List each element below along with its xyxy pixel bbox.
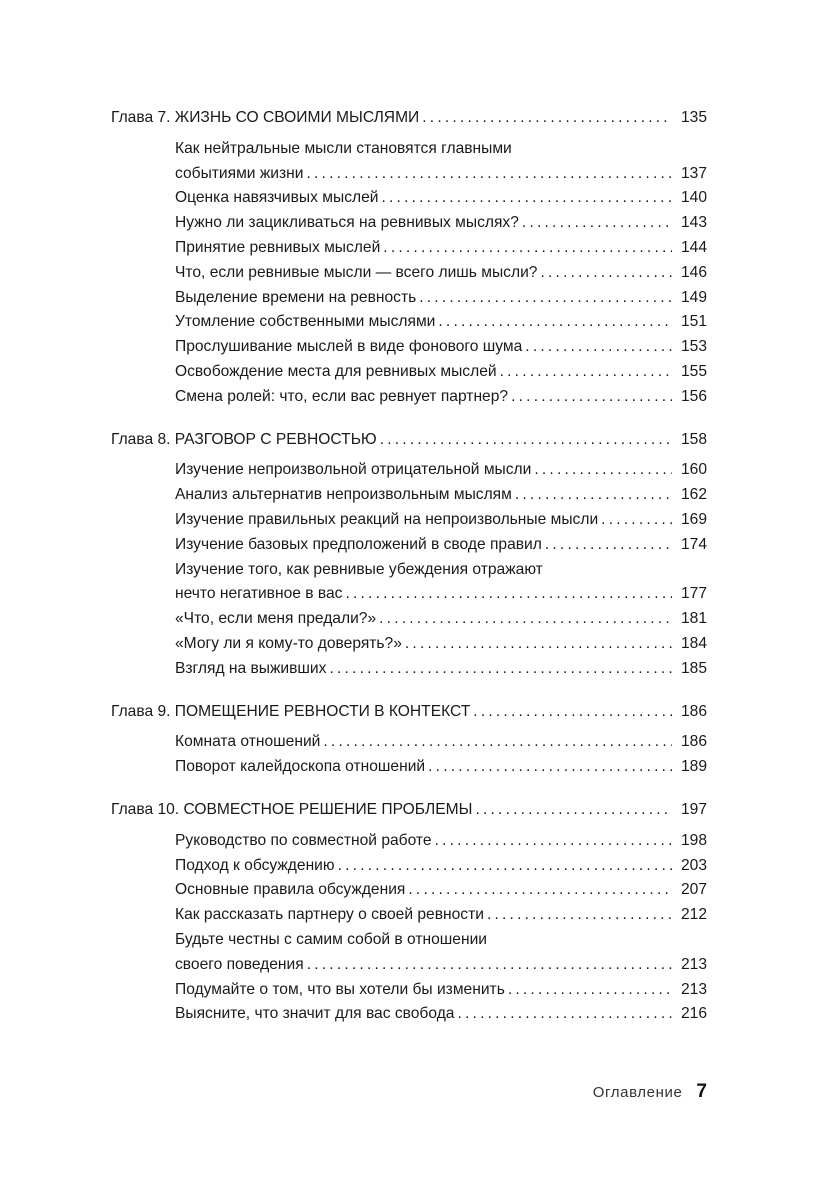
toc-entry-title: Оценка навязчивых мыслей (175, 186, 381, 211)
chapter-title: Глава 9. ПОМЕЩЕНИЕ РЕВНОСТИ В КОНТЕКСТ (111, 700, 473, 725)
toc-entry[interactable] (0, 458, 817, 483)
toc-entry[interactable] (0, 508, 817, 533)
toc-entry-title: Освобождение места для ревнивых мыслей (175, 360, 500, 385)
chapter-page: 197 (680, 800, 707, 818)
toc-entry-title: Смена ролей: что, если вас ревнует партнер? (175, 385, 511, 410)
chapter-page: 186 (680, 702, 707, 720)
toc-entry[interactable] (0, 582, 817, 607)
toc-entry-title: Прослушивание мыслей в виде фонового шума (175, 335, 525, 360)
chapter-heading[interactable] (0, 700, 817, 725)
chapter-title: Глава 8. РАЗГОВОР С РЕВНОСТЬЮ (111, 428, 380, 453)
toc-entry-page: 146 (680, 263, 707, 281)
toc-entry-title: событиями жизни (175, 162, 306, 187)
toc-entry[interactable] (0, 607, 817, 632)
toc-entry[interactable] (0, 533, 817, 558)
toc-entry[interactable] (0, 903, 817, 928)
toc-entry-title: Поворот калейдоскопа отношений (175, 755, 428, 780)
toc-entry-title: Подход к обсуждению (175, 854, 338, 879)
toc-entry[interactable] (0, 162, 817, 187)
toc-entry[interactable] (0, 878, 817, 903)
toc-entry[interactable] (0, 186, 817, 211)
table-of-contents (0, 106, 817, 1045)
toc-entry-page: 213 (680, 955, 707, 973)
toc-entry-title: своего поведения (175, 953, 307, 978)
toc-entry-page: 149 (680, 288, 707, 306)
toc-entry-title: «Могу ли я кому-то доверять?» (175, 632, 405, 657)
toc-entry-page: 156 (680, 387, 707, 405)
chapter-10 (0, 798, 817, 1027)
toc-entry-title: «Что, если меня предали?» (175, 607, 379, 632)
toc-entry[interactable] (0, 755, 817, 780)
toc-entry[interactable] (0, 310, 817, 335)
toc-entry[interactable] (0, 360, 817, 385)
toc-entry-page: 207 (680, 881, 707, 899)
toc-entry-page: 169 (680, 510, 707, 528)
page-number: 7 (696, 1081, 707, 1102)
toc-entry-page: 186 (680, 733, 707, 751)
toc-entry-page: 212 (680, 906, 707, 924)
toc-entry-page: 151 (680, 313, 707, 331)
chapter-page: 135 (680, 109, 707, 126)
chapter-heading[interactable] (0, 798, 817, 823)
toc-entry-page: 160 (680, 461, 707, 479)
toc-entry[interactable] (0, 978, 817, 1003)
toc-entry[interactable] (0, 829, 817, 854)
toc-entry-title: нечто негативное в вас (175, 582, 345, 607)
chapter-page: 158 (680, 430, 707, 448)
toc-entry[interactable] (0, 657, 817, 682)
toc-entry-title: Утомление собственными мыслями (175, 310, 438, 335)
toc-entry[interactable] (0, 1002, 817, 1027)
toc-entry[interactable] (0, 335, 817, 360)
toc-entry-page: 140 (680, 189, 707, 207)
toc-entry-page: 181 (680, 610, 707, 628)
toc-entry-title: Принятие ревнивых мыслей (175, 236, 383, 261)
toc-entry[interactable] (0, 385, 817, 410)
chapter-title: Глава 10. СОВМЕСТНОЕ РЕШЕНИЕ ПРОБЛЕМЫ (111, 798, 475, 823)
toc-entry-first-line: Будьте честны с самим собой в отношении (175, 930, 487, 948)
toc-entry[interactable] (0, 483, 817, 508)
toc-entry-page: 185 (680, 659, 707, 677)
toc-entry-title: Изучение базовых предположений в своде правил (175, 533, 545, 558)
toc-entry-title: Анализ альтернатив непроизвольным мыслям (175, 483, 515, 508)
toc-entry-page: 177 (680, 585, 707, 603)
toc-entry[interactable] (0, 261, 817, 286)
toc-entry[interactable] (0, 286, 817, 311)
toc-entry-title: Выясните, что значит для вас свобода (175, 1002, 457, 1027)
toc-entry-title: Изучение правильных реакций на непроизвольные мысли (175, 508, 601, 533)
chapter-heading[interactable] (0, 428, 817, 453)
toc-entry-page: 216 (680, 1005, 707, 1023)
chapter-7 (0, 106, 817, 410)
toc-entry[interactable] (0, 632, 817, 657)
toc-entry[interactable] (0, 953, 817, 978)
toc-entry-title: Взгляд на выживших (175, 657, 329, 682)
toc-entry-page: 203 (680, 856, 707, 874)
running-footer-label: Оглавление (592, 1084, 683, 1101)
chapter-8 (0, 428, 817, 682)
toc-entry-title: Изучение непроизвольной отрицательной мысли (175, 458, 534, 483)
toc-entry-title: Основные правила обсуждения (175, 878, 408, 903)
toc-entry-page: 189 (680, 758, 707, 776)
chapter-title: Глава 7. ЖИЗНЬ СО СВОИМИ МЫСЛЯМИ (111, 106, 422, 131)
chapter-heading[interactable] (0, 106, 817, 131)
toc-entry-page: 144 (680, 238, 707, 256)
toc-entry-title: Как рассказать партнеру о своей ревности (175, 903, 487, 928)
toc-entry-page: 174 (680, 535, 707, 553)
toc-entry-title: Выделение времени на ревность (175, 286, 419, 311)
toc-entry-first-line: Как нейтральные мысли становятся главными (175, 139, 512, 157)
toc-entry-first-line: Изучение того, как ревнивые убеждения отражают (175, 560, 543, 578)
toc-entry-title: Подумайте о том, что вы хотели бы изменить (175, 978, 508, 1003)
toc-entry-page: 184 (680, 634, 707, 652)
toc-entry-title: Нужно ли зацикливаться на ревнивых мыслях? (175, 211, 522, 236)
toc-entry-line1[interactable] (0, 928, 817, 953)
toc-entry-title: Комната отношений (175, 730, 323, 755)
toc-entry-page: 162 (680, 486, 707, 504)
toc-entry[interactable] (0, 730, 817, 755)
toc-entry-page: 213 (680, 980, 707, 998)
toc-entry-title: Что, если ревнивые мысли — всего лишь мысли? (175, 261, 540, 286)
toc-entry-page: 153 (680, 338, 707, 356)
toc-entry-page: 143 (680, 214, 707, 232)
toc-entry[interactable] (0, 854, 817, 879)
toc-entry-page: 198 (680, 831, 707, 849)
toc-entry[interactable] (0, 211, 817, 236)
toc-entry-line1[interactable] (0, 137, 817, 162)
chapter-9 (0, 700, 817, 780)
toc-entry-page: 155 (680, 362, 707, 380)
toc-entry[interactable] (0, 236, 817, 261)
toc-entry-page: 137 (680, 164, 707, 182)
toc-entry-line1[interactable] (0, 558, 817, 583)
toc-entry-title: Руководство по совместной работе (175, 829, 435, 854)
page-footer (593, 1081, 707, 1107)
